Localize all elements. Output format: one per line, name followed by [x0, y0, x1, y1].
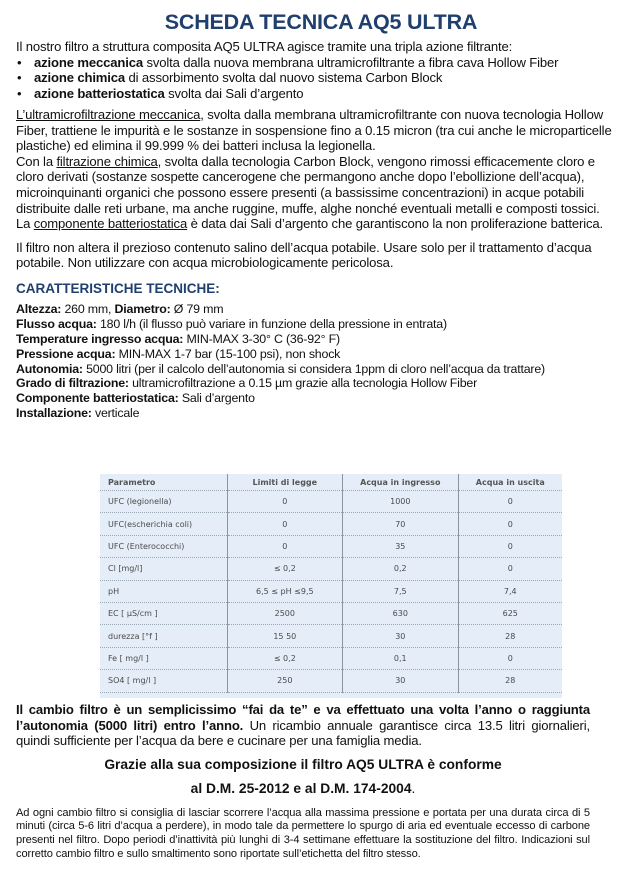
table-row: pH 6,5 ≤ pH ≤9,5 7,5 7,4	[100, 580, 562, 602]
table-row: Fe [ mg/l ] ≤ 0,2 0,1 0	[100, 647, 562, 669]
conformity-line-1: Grazie alla sua composizione il filtro AQ5 ULTRA è conforme	[104, 756, 502, 772]
specs-heading: CARATTERISTICHE TECNICHE:	[16, 280, 220, 296]
table-row: UFC(escherichia coli) 0 70 0	[100, 513, 562, 535]
list-item: • azione meccanica svolta dalla nuova membrana ultramicrofiltrante a fibra cava Hollow Fiber	[17, 54, 559, 70]
spec-row: Flusso acqua: 180 l/h (il flusso può variare in funzione della pressione in entrata)	[16, 316, 447, 331]
column-header: Acqua in ingresso	[343, 474, 459, 491]
description-block	[16, 107, 626, 232]
spec-row: Installazione: verticale	[16, 406, 140, 421]
bullet-icon: •	[17, 54, 22, 70]
water-analysis-table	[100, 474, 562, 698]
table-row: UFC (Enterococchi) 0 35 0	[100, 535, 562, 557]
spec-row: Pressione acqua: MIN-MAX 1-7 bar (15-100 psi), non shock	[16, 346, 341, 361]
footer-section	[16, 702, 590, 861]
data-table	[100, 474, 562, 693]
table-row: Cl [mg/l] ≤ 0,2 0,2 0	[100, 558, 562, 580]
column-header: Limiti di legge	[227, 474, 343, 491]
column-header: Parametro	[100, 474, 227, 491]
document-page	[16, 0, 626, 421]
action-list	[16, 55, 626, 102]
final-note-paragraph: Ad ogni cambio filtro si consiglia di lasciar scorrere l’acqua alla massima pressione e portata per una durata circa di 5 minuti (circa 5-6 litri d’acqua a perdere), in modo tale da permettere lo spurgo di aria ed eventuale eccesso di carbone presenti nel filtro. Dopo periodi d’inattività più lunghi di 3-4 settimane effettuare la sostituzione del filtro. Indicazioni sul corretto cambio filtro e sullo smaltimento sono riportate sull’etichetta del filtro stesso.	[16, 806, 590, 860]
paragraph-bacteriostatic: La componente batteriostatica è data dai Sali d’argento che garantiscono la non proliferazione batterica.	[16, 216, 603, 232]
paragraph-chemical: Con la filtrazione chimica, svolta dalla tecnologia Carbon Block, vengono rimossi efficacemente cloro e cloro derivati (sostanze sospette cancerogene che permangono anche dopo l’ebollizione dell’acqua), microinquinanti organici che possono essere presenti (a bassissime concentrazioni) in acque potabili distribuite dalle reti urbane, ma anche ruggine, muffe, alghe nonché eventuali metalli e composti tossici.	[16, 153, 600, 216]
spec-row: Componente batteriostatica: Sali d’argento	[16, 391, 255, 406]
intro-text: Il nostro filtro a struttura composita AQ5 ULTRA agisce tramite una tripla azione filtrante:	[16, 39, 513, 54]
filter-change-paragraph: Il cambio filtro è un semplicissimo “fai da te” e va effettuato una volta l’anno o raggiunta l’autonomia (5000 litri) entro l’anno. Un ricambio annuale garantisce circa 13.5 litri giornalieri, quindi sufficiente per l’acqua da bere e cucinare per una famiglia media.	[16, 702, 591, 749]
list-item: • azione chimica di assorbimento svolta dal nuovo sistema Carbon Block	[17, 70, 443, 86]
conformity-line-2: al D.M. 25-2012 e al D.M. 174-2004.	[190, 780, 416, 796]
table-header-row	[100, 474, 562, 491]
bullet-icon: •	[17, 70, 22, 86]
column-header: Acqua in uscita	[458, 474, 562, 491]
paragraph-mechanical: L’ultramicrofiltrazione meccanica, svolta dalla membrana ultramicrofiltrante con nuova tecnologia Hollow Fiber, trattiene le impurità e le sostanze in sospensione fino a 0.15 micron (tra cui anche le microparticelle plastiche) ed elimina il 99.999 % dei batteri inclusa la legionella.	[16, 106, 612, 154]
table-row: UFC (legionella) 0 1000 0	[100, 491, 562, 513]
spec-row: Grado di filtrazione: ultramicrofiltrazione a 0.15 µm grazie alla tecnologia Hollow Fiber	[16, 376, 478, 391]
table-row: durezza [°f ] 15 50 30 28	[100, 625, 562, 647]
spec-row: Altezza: 260 mm, Diametro: Ø 79 mm	[16, 301, 224, 316]
spec-row: Autonomia: 5000 litri (per il calcolo dell’autonomia si considera 1ppm di cloro nell’acqua da trattare)	[16, 361, 545, 376]
table-row: SO4 [ mg/l ] 250 30 28	[100, 670, 562, 692]
page-title: SCHEDA TECNICA AQ5 ULTRA	[164, 10, 478, 34]
spec-row: Temperature ingresso acqua: MIN-MAX 3-30° C (36-92° F)	[16, 331, 340, 346]
paragraph-note: Il filtro non altera il prezioso contenuto salino dell’acqua potabile. Usare solo per il trattamento d’acqua potabile. Non utilizzare con acqua microbiologicamente pericolosa.	[16, 239, 592, 271]
bullet-icon: •	[17, 86, 22, 102]
specs-list	[16, 302, 626, 421]
list-item: • azione batteriostatica svolta dai Sali d’argento	[17, 86, 304, 102]
table-row: EC [ µS/cm ] 2500 630 625	[100, 602, 562, 624]
